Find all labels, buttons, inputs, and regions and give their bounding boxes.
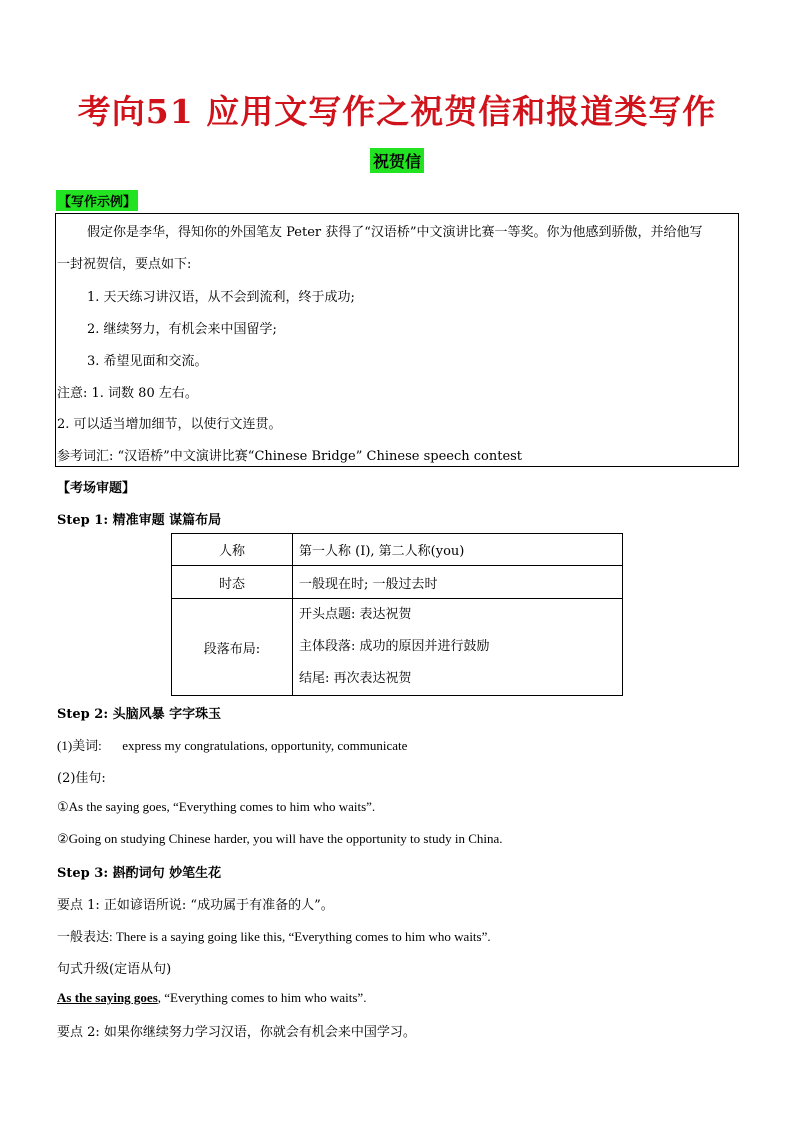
sentence-2: ②Going on studying Chinese harder, you will have the opportunity to study in China. bbox=[57, 831, 503, 846]
upgrade-sentence bbox=[57, 990, 366, 1006]
step-2-heading: Step 2: 头脑风暴 字字珠玉 bbox=[57, 707, 222, 722]
point-2-line: 要点 2: 如果你继续努力学习汉语，你就会有机会来中国学习。 bbox=[57, 1025, 416, 1040]
words-value: express my congratulations, opportunity, communicate bbox=[122, 738, 408, 753]
note-2: 2. 可以适当增加细节，以使行文连贯。 bbox=[57, 417, 282, 432]
table-row bbox=[172, 534, 623, 566]
subtitle-wrap bbox=[0, 148, 794, 173]
step-1-heading: Step 1: 精准审题 谋篇布局 bbox=[57, 513, 222, 528]
layout-ending: 结尾: 再次表达祝贺 bbox=[299, 671, 412, 686]
plan-table bbox=[171, 533, 623, 696]
upgrade-label: 句式升级(定语从句) bbox=[57, 962, 172, 977]
table-row bbox=[172, 599, 623, 696]
normal-expression: 一般表达: There is a saying going like this, “Everything comes to him who waits”. bbox=[57, 929, 491, 944]
table-value-cell: 一般现在时; 一般过去时 bbox=[293, 566, 623, 599]
words-label: (1)美词: bbox=[57, 738, 102, 753]
point-2: 2. 继续努力，有机会来中国留学; bbox=[87, 322, 277, 337]
point-3: 3. 希望见面和交流。 bbox=[87, 354, 208, 369]
table-row bbox=[172, 566, 623, 599]
note-1: 注意: 1. 词数 80 左右。 bbox=[57, 386, 198, 401]
table-value-cell bbox=[293, 599, 623, 696]
layout-opening: 开头点题: 表达祝贺 bbox=[299, 607, 412, 622]
words-line bbox=[57, 735, 407, 754]
upgrade-underlined: As the saying goes bbox=[57, 990, 158, 1005]
table-value-cell: 第一人称 (I), 第二人称(you) bbox=[293, 534, 623, 566]
step-3-heading: Step 3: 斟酌词句 妙笔生花 bbox=[57, 866, 222, 881]
vocab-line: 参考词汇: “汉语桥”中文演讲比赛“Chinese Bridge” Chinese speech contest bbox=[57, 449, 523, 464]
point-1: 1. 天天练习讲汉语，从不会到流利，终于成功; bbox=[87, 290, 355, 305]
point-1-line: 要点 1: 正如谚语所说: “成功属于有准备的人”。 bbox=[57, 898, 334, 913]
table-key-cell: 段落布局: bbox=[172, 599, 293, 696]
page-title: 考向51 应用文写作之祝贺信和报道类写作 bbox=[77, 92, 717, 131]
intro-line-2: 一封祝贺信，要点如下: bbox=[57, 257, 192, 272]
table-key-cell: 时态 bbox=[172, 566, 293, 599]
writing-example-tag: 【写作示例】 bbox=[56, 190, 138, 211]
upgrade-rest: , “Everything comes to him who waits”. bbox=[157, 990, 367, 1005]
exam-analysis-tag: 【考场审题】 bbox=[57, 481, 136, 496]
section-subtitle: 祝贺信 bbox=[370, 148, 424, 173]
sentences-label: (2)佳句: bbox=[57, 771, 106, 786]
sentence-1: ①As the saying goes, “Everything comes to him who waits”. bbox=[57, 799, 376, 814]
intro-line-1: 假定你是李华，得知你的外国笔友 Peter 获得了“汉语桥”中文演讲比赛一等奖。你为他感到骄傲，并给他写 bbox=[87, 225, 703, 240]
layout-body: 主体段落: 成功的原因并进行鼓励 bbox=[299, 639, 490, 654]
table-key-cell: 人称 bbox=[172, 534, 293, 566]
